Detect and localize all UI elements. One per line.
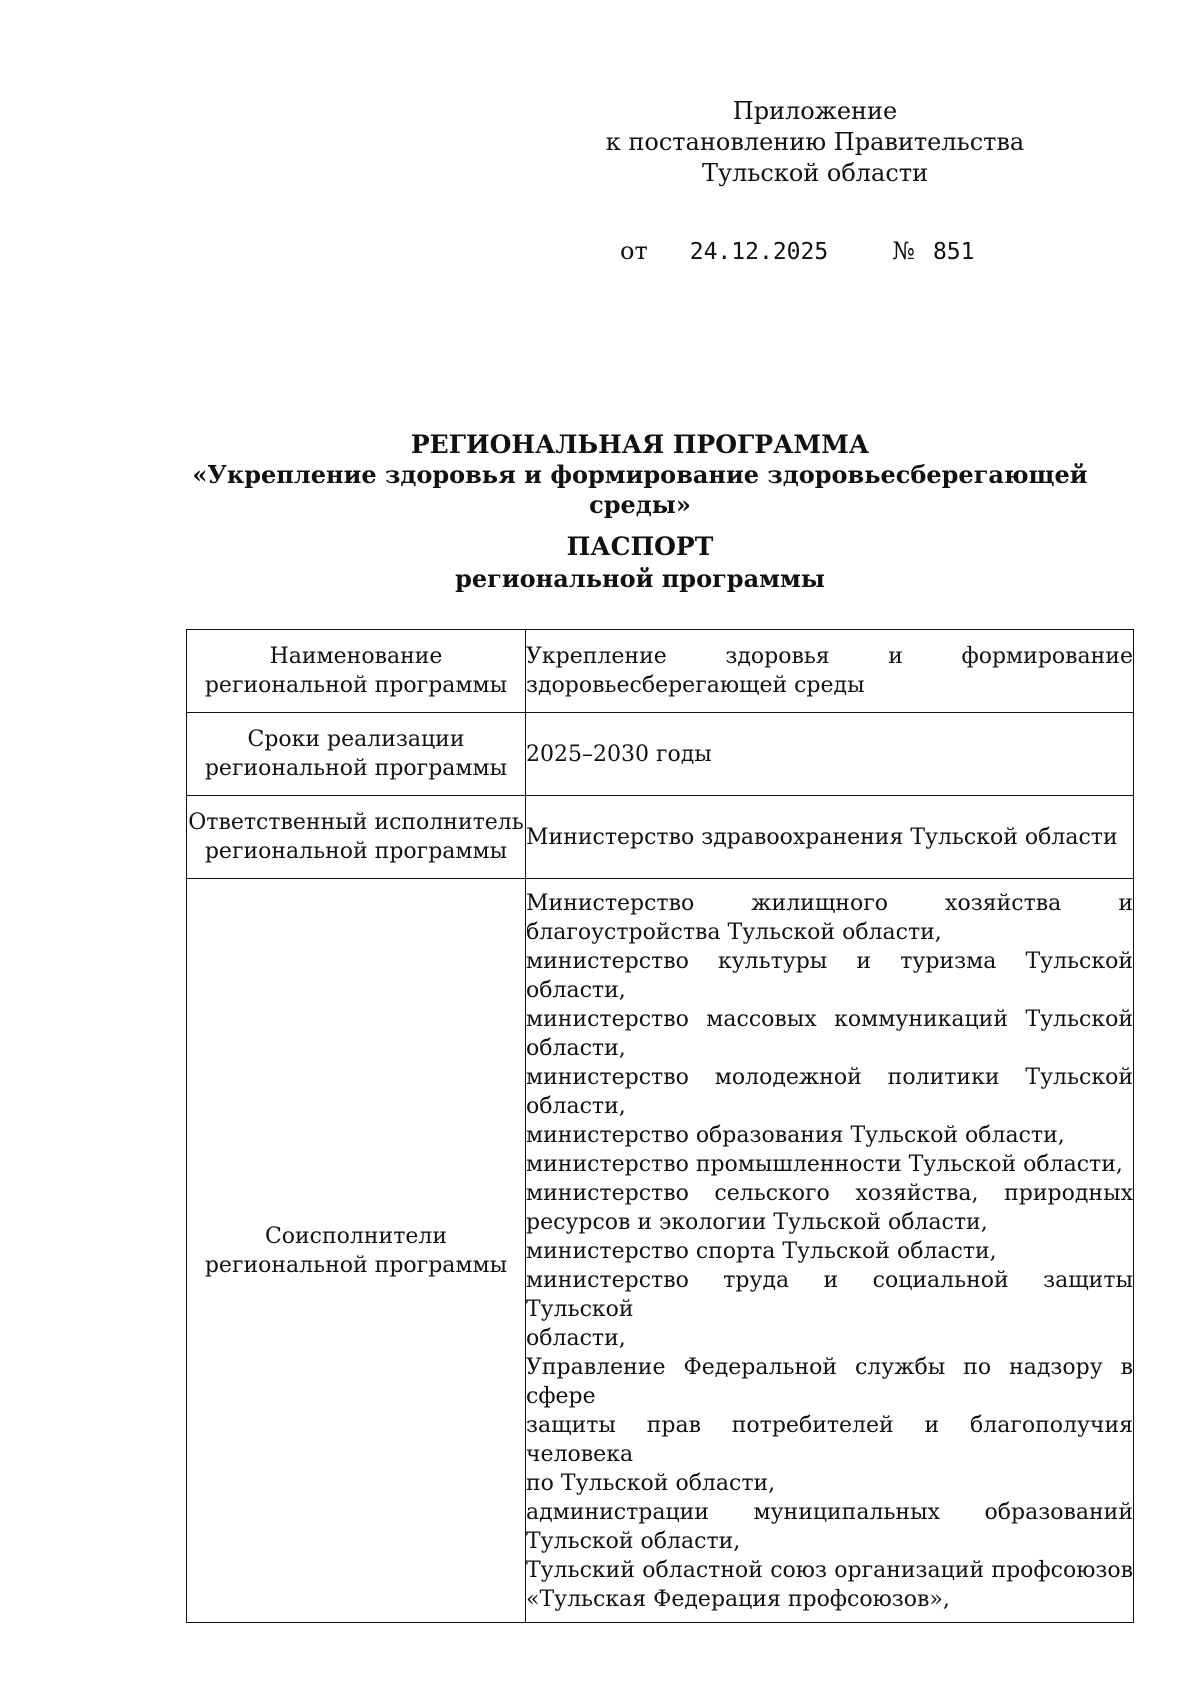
table-row-period: [187, 713, 1134, 796]
label-line: региональной программы: [204, 839, 508, 864]
value-line: области,: [526, 1036, 626, 1061]
resolution-date-number: [620, 236, 974, 267]
value-line: министерство образования Тульской области,: [526, 1123, 1065, 1148]
value-line: 2025–2030 годы: [526, 741, 712, 767]
value-line: области,: [526, 1094, 626, 1119]
row-value: [526, 713, 1134, 796]
value-line: по Тульской области,: [526, 1471, 776, 1496]
row-label: [187, 796, 526, 879]
approval-line-appendix: Приложение: [732, 97, 898, 125]
resolution-number: 851: [932, 239, 975, 265]
passport-title-line1: ПАСПОРТ: [566, 532, 714, 561]
row-label: [187, 879, 526, 1623]
number-sign: №: [892, 237, 915, 265]
value-line: министерство культуры и туризма Тульской области,: [526, 949, 1133, 1003]
label-line: региональной программы: [204, 673, 508, 698]
value-line: Министерство здравоохранения Тульской области: [526, 824, 1118, 850]
value-line: администрации муниципальных образований: [526, 1500, 1133, 1525]
row-label: [187, 713, 526, 796]
value-line: защиты прав потребителей и благополучия человека: [526, 1413, 1133, 1467]
value-line: благоустройства Тульской области,: [526, 920, 942, 945]
table-row-responsible: [187, 796, 1134, 879]
row-value: [526, 630, 1134, 713]
label-line: Сроки реализации: [247, 727, 465, 752]
row-value: [526, 796, 1134, 879]
value-line: Министерство жилищного хозяйства и: [526, 891, 1133, 916]
table-row-coexecutors: [187, 879, 1134, 1623]
program-title-line2: «Укрепление здоровья и формирование здоровьесберегающей среды»: [192, 460, 1088, 519]
table-row-name: [187, 630, 1134, 713]
value-line: области,: [526, 1326, 626, 1351]
value-line: министерство спорта Тульской области,: [526, 1239, 997, 1264]
passport-title-line2: региональной программы: [455, 564, 825, 593]
value-line: здоровьесберегающей среды: [526, 673, 865, 698]
approval-line-resolution: к постановлению Правительства: [605, 128, 1025, 156]
value-line: министерство сельского хозяйства, природных: [526, 1181, 1133, 1206]
row-value: [526, 879, 1134, 1623]
value-line: Управление Федеральной службы по надзору в сфере: [526, 1355, 1133, 1409]
passport-table: [186, 629, 1134, 1623]
value-line: ресурсов и экологии Тульской области,: [526, 1210, 988, 1235]
program-title-line1: РЕГИОНАЛЬНАЯ ПРОГРАММА: [410, 430, 870, 459]
value-line: министерство массовых коммуникаций Тульской: [526, 1007, 1133, 1032]
value-line: министерство труда и социальной защиты Тульской: [526, 1268, 1133, 1322]
passport-title: [150, 531, 1130, 595]
value-line: Тульский областной союз организаций профсоюзов: [526, 1558, 1133, 1583]
value-line: «Тульская Федерация профсоюзов»,: [526, 1587, 950, 1612]
label-line: Ответственный исполнитель: [188, 810, 524, 835]
approval-line-region: Тульской области: [701, 159, 929, 187]
resolution-date: 24.12.2025: [689, 239, 829, 265]
approval-block: [580, 96, 1050, 189]
from-label: от: [620, 237, 648, 265]
value-line: Тульской области,: [526, 1529, 741, 1554]
label-line: Наименование: [269, 644, 443, 669]
value-line: министерство промышленности Тульской области,: [526, 1152, 1123, 1177]
label-line: Соисполнители: [264, 1223, 448, 1249]
value-line: министерство молодежной политики Тульской: [526, 1065, 1133, 1090]
label-line: региональной программы: [204, 1252, 508, 1278]
program-title: [150, 430, 1130, 520]
row-label: [187, 630, 526, 713]
label-line: региональной программы: [204, 756, 508, 781]
value-line: Укрепление здоровья и формирование: [526, 644, 1133, 669]
